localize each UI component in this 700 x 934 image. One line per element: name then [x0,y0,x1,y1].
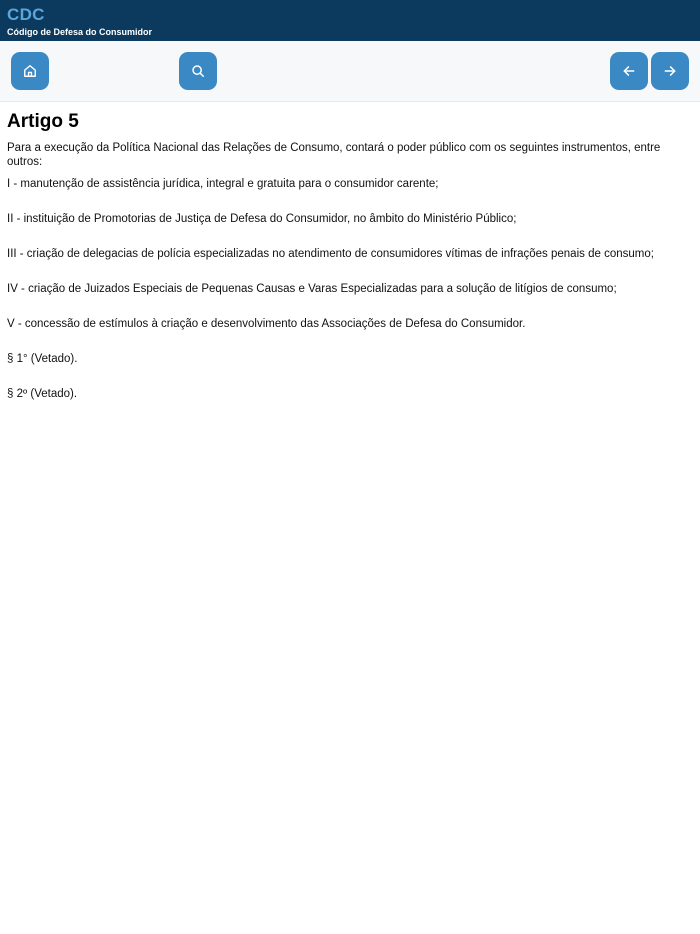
article-item: II - instituição de Promotorias de Justiça de Defesa do Consumidor, no âmbito do Ministério Público; [7,213,517,225]
article-item: III - criação de delegacias de polícia especializadas no atendimento de consumidores vítimas de infrações penais de consumo; [7,248,654,260]
article-content [7,110,693,401]
previous-article-button[interactable] [610,52,648,90]
article-intro: Para a execução da Política Nacional das Relações de Consumo, contará o poder público com os seguintes instrumentos, entre outros: [7,142,661,168]
paragraph-1: § 1° (Vetado). [7,353,78,365]
article-item: V - concessão de estímulos à criação e desenvolvimento das Associações de Defesa do Consumidor. [7,318,526,330]
home-icon [23,64,37,78]
article-title: Artigo 5 [7,111,79,132]
arrow-left-icon [622,64,636,78]
article-item: I - manutenção de assistência jurídica, integral e gratuita para o consumidor carente; [7,178,439,190]
app-header [0,0,700,41]
search-button[interactable] [179,52,217,90]
next-article-button[interactable] [651,52,689,90]
search-icon [191,64,205,78]
home-button[interactable] [11,52,49,90]
paragraph-2: § 2º (Vetado). [7,388,78,400]
app-subtitle: Código de Defesa do Consumidor [7,27,153,37]
toolbar [0,41,700,102]
arrow-right-icon [663,64,677,78]
article-item: IV - criação de Juizados Especiais de Pequenas Causas e Varas Especializadas para a solução de litígios de consumo; [7,283,617,295]
app-title: CDC [7,5,45,24]
